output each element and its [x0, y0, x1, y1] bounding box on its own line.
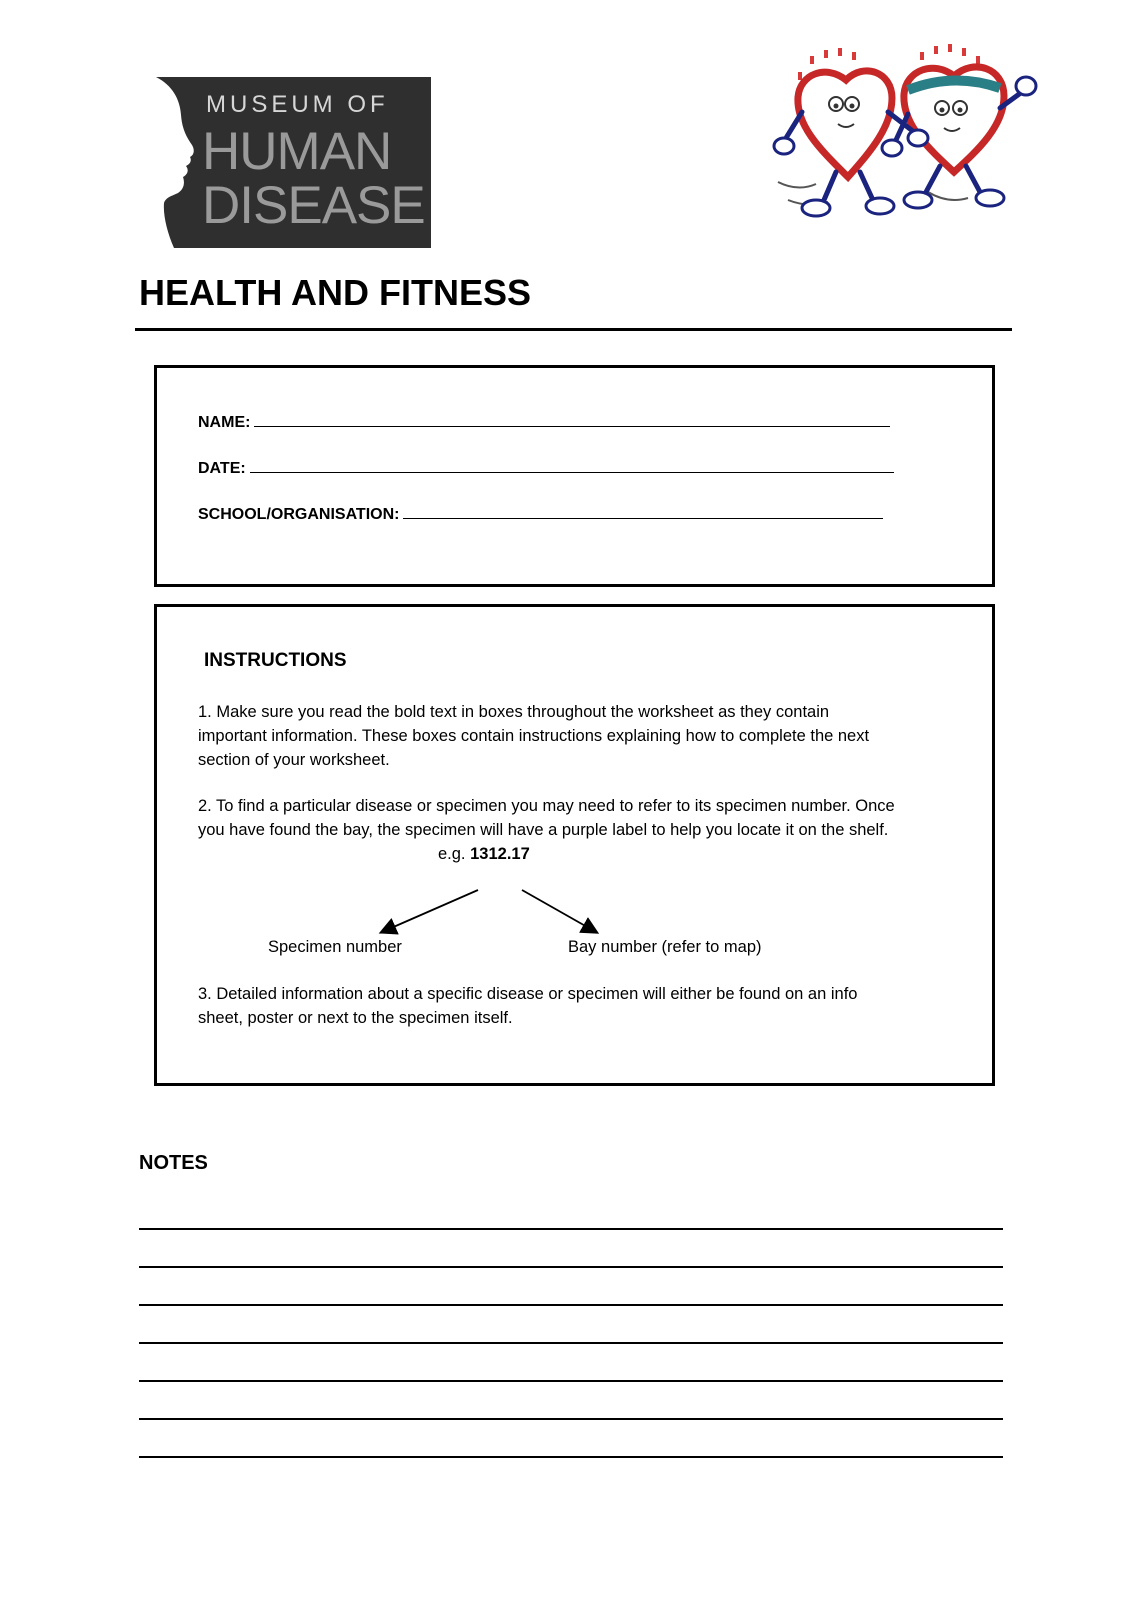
notes-line[interactable] — [139, 1418, 1003, 1420]
notes-line[interactable] — [139, 1266, 1003, 1268]
instruction-1-line-3: section of your worksheet. — [198, 751, 390, 769]
school-line[interactable] — [403, 504, 883, 519]
date-line[interactable] — [250, 458, 894, 473]
arrow-to-bay-icon — [522, 890, 596, 932]
logo-line-2: HUMAN — [202, 122, 392, 181]
instruction-3-line-2: sheet, poster or next to the specimen itself. — [198, 1009, 513, 1027]
date-field[interactable] — [198, 458, 894, 478]
running-hearts-illustration — [768, 42, 1048, 232]
example-prefix: e.g. — [438, 845, 466, 863]
museum-logo — [134, 77, 431, 248]
notes-line[interactable] — [139, 1342, 1003, 1344]
instruction-1-line-2: important information. These boxes contain instructions explaining how to complete the next — [198, 727, 870, 745]
instructions-heading: INSTRUCTIONS — [204, 650, 347, 671]
date-label: DATE: — [198, 460, 246, 477]
arrow-to-specimen-icon — [382, 890, 478, 932]
name-line[interactable] — [254, 412, 890, 427]
bay-number-label: Bay number (refer to map) — [568, 938, 762, 956]
specimen-number-diagram — [370, 888, 610, 938]
instruction-1-line-1: 1. Make sure you read the bold text in boxes throughout the worksheet as they contain — [198, 703, 830, 721]
notes-line[interactable] — [139, 1304, 1003, 1306]
name-field[interactable] — [198, 412, 890, 432]
school-label: SCHOOL/ORGANISATION: — [198, 506, 400, 523]
instruction-2-line-1: 2. To find a particular disease or specimen you may need to refer to its specimen number. Once — [198, 797, 895, 815]
notes-line[interactable] — [139, 1380, 1003, 1382]
school-field[interactable] — [198, 504, 883, 524]
notes-heading: NOTES — [139, 1152, 208, 1174]
instruction-3-line-1: 3. Detailed information about a specific disease or specimen will either be found on an info — [198, 985, 858, 1003]
name-label: NAME: — [198, 414, 251, 431]
page-title: HEALTH AND FITNESS — [139, 272, 531, 313]
example-number: 1312.17 — [470, 845, 530, 863]
title-divider — [135, 328, 1012, 331]
notes-line[interactable] — [139, 1228, 1003, 1230]
notes-line[interactable] — [139, 1456, 1003, 1458]
instruction-2-line-2: you have found the bay, the specimen will have a purple label to help you locate it on the shelf. — [198, 821, 889, 839]
specimen-example — [438, 842, 530, 866]
logo-line-3: DISEASE — [202, 176, 425, 235]
logo-line-1: MUSEUM OF — [206, 91, 389, 118]
specimen-number-label: Specimen number — [268, 938, 402, 956]
